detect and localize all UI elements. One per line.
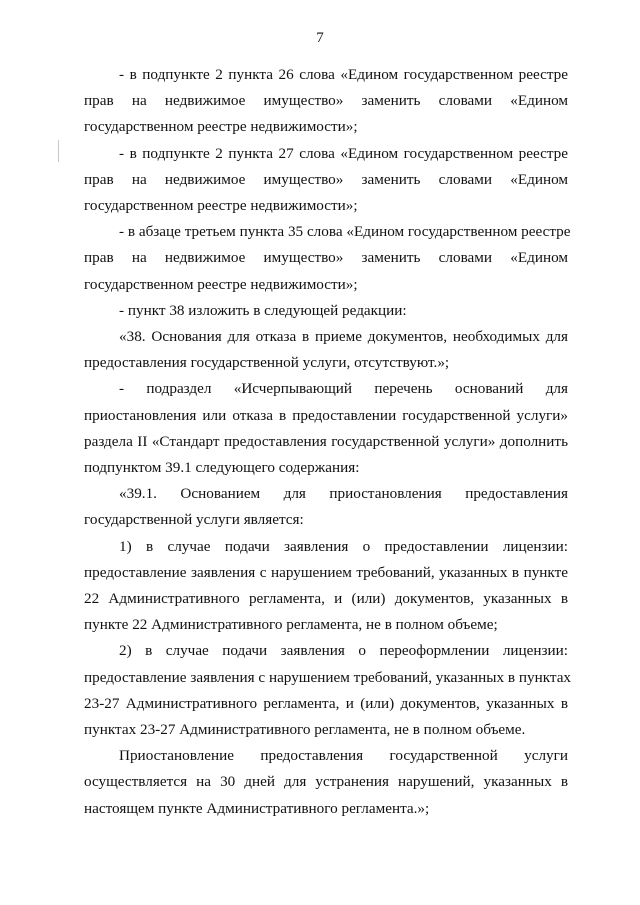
text-line: 23-27 Административного регламента, и (или) документов, указанных в (84, 694, 568, 712)
text-line: «38. Основания для отказа в приеме документов, необходимых для (119, 328, 568, 346)
paragraph-quote-39-1 (84, 481, 568, 533)
text-line: - подраздел «Исчерпывающий перечень оснований для (119, 380, 568, 398)
text-line: предоставления государственной услуги, отсутствуют.»; (84, 354, 450, 372)
text-line: подпунктом 39.1 следующего содержания: (84, 459, 360, 477)
paragraph-item-27 (84, 141, 568, 220)
page-number: 7 (316, 30, 324, 46)
text-line: пунктах 23-27 Административного регламента, не в полном объеме. (84, 721, 526, 739)
paragraph-item-38 (84, 298, 568, 324)
text-line: - в подпункте 2 пункта 27 слова «Едином государственном реестре (119, 144, 568, 162)
text-line: настоящем пункте Административного регламента.»; (84, 799, 430, 817)
text-line: 2) в случае подачи заявления о переоформлении лицензии: (119, 642, 568, 660)
text-line: предоставление заявления с нарушением требований, указанных в пункте (84, 563, 568, 581)
text-line: - в подпункте 2 пункта 26 слова «Едином государственном реестре (119, 66, 568, 83)
paragraph-suspension (84, 743, 568, 822)
text-line: государственном реестре недвижимости»; (84, 118, 358, 136)
text-line: 1) в случае подачи заявления о предоставлении лицензии: (119, 537, 568, 555)
text-line: приостановления или отказа в предоставлении государственной услуги» (84, 406, 568, 424)
text-line: «39.1. Основанием для приостановления предоставления (119, 485, 568, 503)
text-line: государственной услуги является: (84, 511, 304, 529)
text-line: прав на недвижимое имущество» заменить словами «Едином (84, 92, 568, 110)
paragraph-item-26 (84, 62, 568, 141)
text-line: - пункт 38 изложить в следующей редакции: (119, 301, 407, 319)
paragraph-case-2 (84, 638, 572, 743)
text-line: прав на недвижимое имущество» заменить словами «Едином (84, 249, 568, 267)
text-line: предоставление заявления с нарушением требований, указанных в пунктах (84, 668, 572, 686)
text-line: 22 Административного регламента, и (или) документов, указанных в (84, 590, 568, 608)
text-line: - в абзаце третьем пункта 35 слова «Едином государственном реестре (119, 223, 571, 241)
document-body (84, 62, 572, 822)
text-line: Приостановление предоставления государственной услуги (119, 747, 568, 765)
text-line: осуществляется на 30 дней для устранения нарушений, указанных в (84, 773, 568, 791)
margin-mark (58, 140, 59, 162)
paragraph-case-1 (84, 534, 568, 639)
paragraph-item-35 (84, 219, 571, 298)
text-line: государственном реестре недвижимости»; (84, 275, 358, 293)
text-line: пункте 22 Административного регламента, не в полном объеме; (84, 616, 498, 634)
text-line: прав на недвижимое имущество» заменить словами «Едином (84, 170, 568, 188)
text-line: раздела II «Стандарт предоставления государственной услуги» дополнить (84, 432, 568, 450)
paragraph-quote-38 (84, 324, 568, 376)
text-line: государственном реестре недвижимости»; (84, 197, 358, 215)
paragraph-subsection (84, 376, 568, 481)
